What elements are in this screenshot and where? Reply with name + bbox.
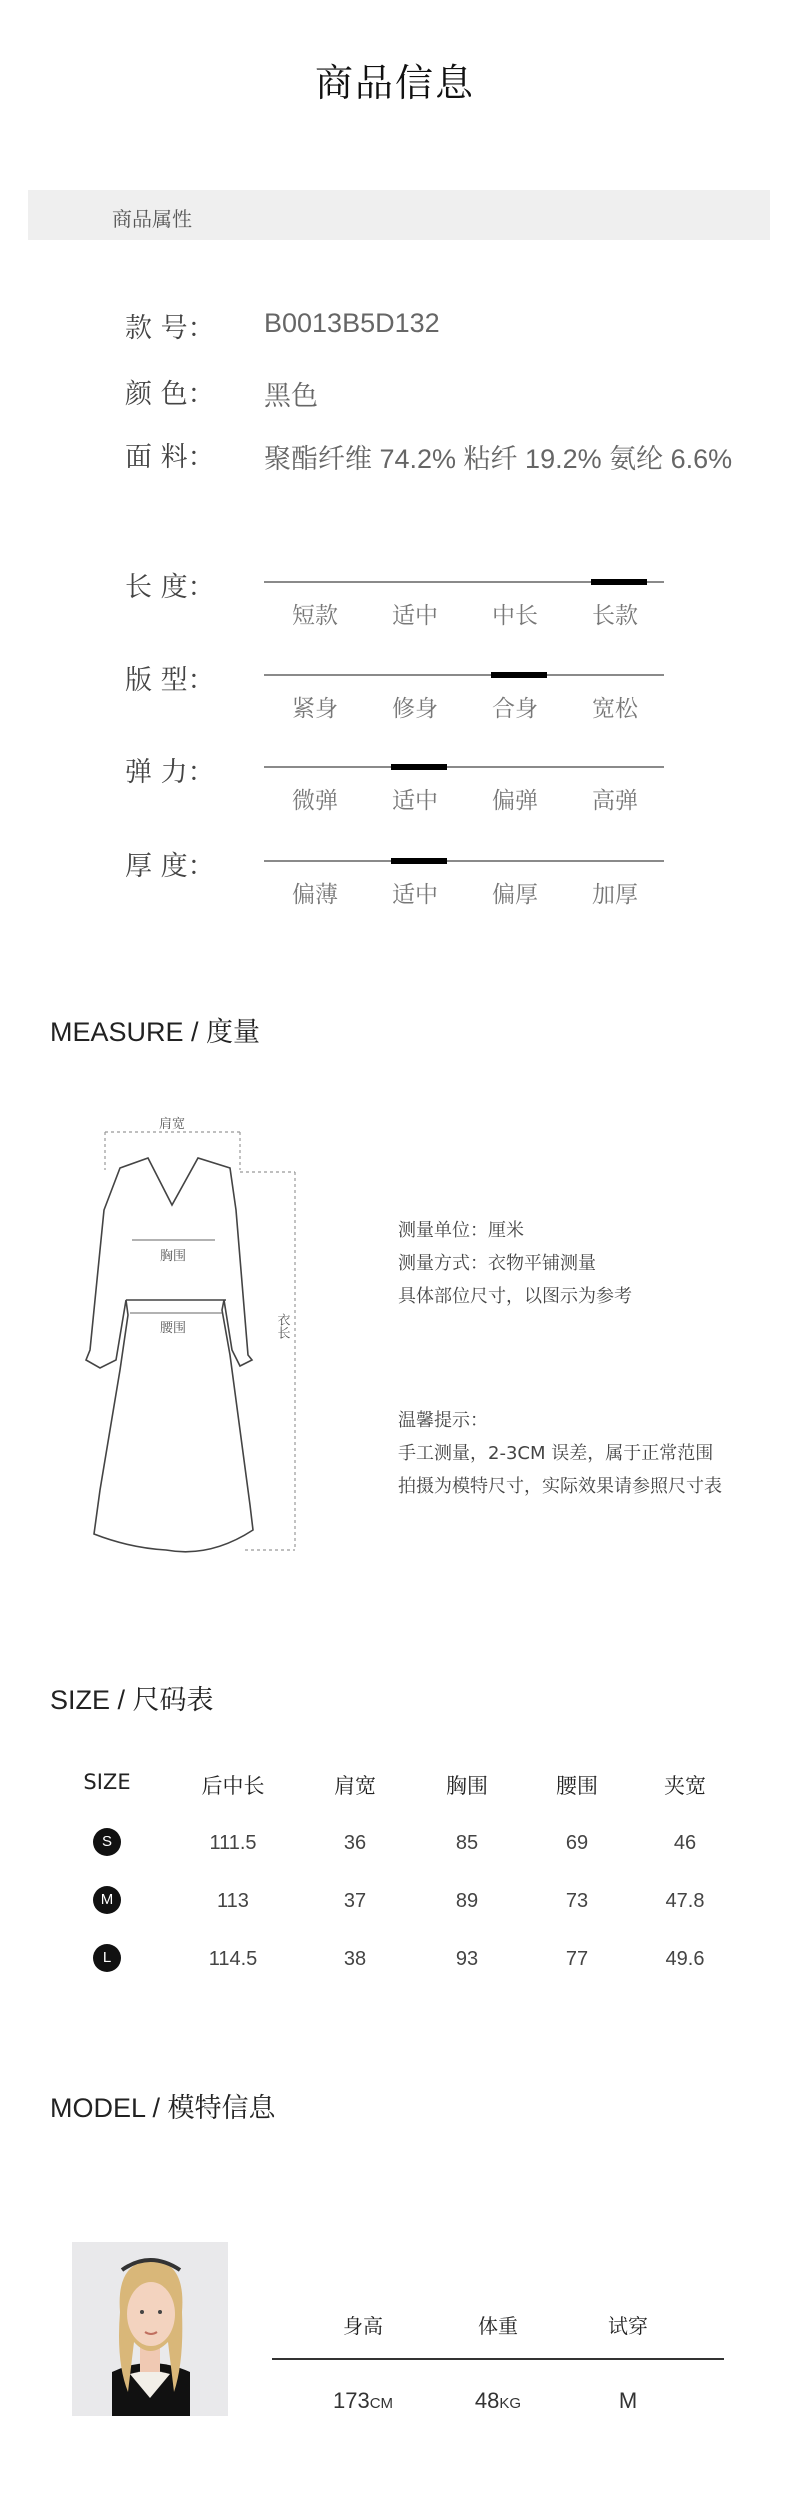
measure-heading: MEASURE / 度量 xyxy=(50,1017,261,1047)
style-number-value: B0013B5D132 xyxy=(264,308,440,338)
rating-label: 厚 度： xyxy=(125,851,215,882)
size-table-cell: 77 xyxy=(565,1948,589,1970)
measure-unit: 测量单位：厘米 xyxy=(398,1220,524,1241)
rating-option: 偏弹 xyxy=(492,788,538,814)
size-table-cell: 38 xyxy=(343,1948,367,1970)
rating-label: 弹 力： xyxy=(125,757,215,788)
rating-scale-line xyxy=(264,674,664,676)
size-table-cell: 49.6 xyxy=(665,1948,705,1970)
model-size-value: M xyxy=(618,2388,638,2413)
measure-reference: 具体部位尺寸，以图示为参考 xyxy=(398,1286,632,1307)
shoulder-label: 肩宽 xyxy=(158,1117,186,1132)
rating-selected-marker xyxy=(491,672,547,678)
rating-option: 偏薄 xyxy=(292,882,338,908)
rating-option: 微弹 xyxy=(292,788,338,814)
size-table-header: 夹宽 xyxy=(664,1774,706,1798)
size-table-cell: 36 xyxy=(343,1832,367,1854)
attributes-header-label: 商品属性 xyxy=(112,207,192,231)
rating-option: 短款 xyxy=(292,603,338,629)
size-table-header: SIZE xyxy=(83,1770,131,1794)
chest-label: 胸围 xyxy=(159,1249,187,1264)
size-table-header: 后中长 xyxy=(201,1774,265,1798)
model-photo xyxy=(72,2242,228,2416)
model-heading: MODEL / 模特信息 xyxy=(50,2093,276,2123)
rating-option: 适中 xyxy=(392,882,438,908)
size-badge: S xyxy=(93,1828,121,1856)
length-label: 衣长 xyxy=(274,1313,290,1339)
rating-selected-marker xyxy=(391,858,447,864)
size-table-header: 肩宽 xyxy=(334,1774,376,1798)
rating-label: 版 型： xyxy=(125,665,215,696)
rating-selected-marker xyxy=(391,764,447,770)
rating-option: 修身 xyxy=(392,696,438,722)
size-table-cell: 111.5 xyxy=(209,1832,257,1854)
rating-option: 中长 xyxy=(492,603,538,629)
size-table-header: 腰围 xyxy=(556,1774,598,1798)
rating-label: 长 度： xyxy=(125,572,215,603)
measure-method: 测量方式：衣物平铺测量 xyxy=(398,1253,596,1274)
rating-scale-line xyxy=(264,860,664,862)
size-table-cell: 93 xyxy=(455,1948,479,1970)
measure-notes xyxy=(398,1214,632,1313)
rating-option: 加厚 xyxy=(592,882,638,908)
attributes-header-bar xyxy=(28,190,770,240)
rating-selected-marker xyxy=(591,579,647,585)
rating-option: 合身 xyxy=(492,696,538,722)
model-size-header: 试穿 xyxy=(608,2314,648,2338)
size-table-cell: 85 xyxy=(455,1832,479,1854)
size-table-cell: 69 xyxy=(565,1832,589,1854)
rating-option: 适中 xyxy=(392,603,438,629)
measure-tips xyxy=(398,1404,722,1503)
model-height-header: 身高 xyxy=(343,2314,383,2338)
size-table-cell: 89 xyxy=(455,1890,479,1912)
color-value: 黑色 xyxy=(264,381,318,411)
size-table-cell: 113 xyxy=(217,1890,249,1912)
size-table-cell: 37 xyxy=(343,1890,367,1912)
size-table-cell: 114.5 xyxy=(208,1948,258,1970)
size-heading: SIZE / 尺码表 xyxy=(50,1685,214,1715)
rating-option: 长款 xyxy=(592,603,638,629)
rating-scale-line xyxy=(264,766,664,768)
tip-title: 温馨提示： xyxy=(398,1410,488,1431)
size-badge: M xyxy=(93,1886,121,1914)
size-table-cell: 46 xyxy=(673,1832,697,1854)
size-badge: L xyxy=(93,1944,121,1972)
tip-model-size: 拍摄为模特尺寸，实际效果请参照尺寸表 xyxy=(398,1476,722,1497)
rating-option: 高弹 xyxy=(592,788,638,814)
model-height-value: 173CM xyxy=(332,2388,394,2413)
rating-option: 适中 xyxy=(392,788,438,814)
fabric-value: 聚酯纤维 74.2% 粘纤 19.2% 氨纶 6.6% xyxy=(264,444,733,474)
size-table-header: 胸围 xyxy=(446,1774,488,1798)
waist-label: 腰围 xyxy=(159,1321,187,1336)
rating-option: 宽松 xyxy=(592,696,638,722)
model-weight-value: 48KG xyxy=(474,2388,522,2413)
tip-error-range: 手工测量，2-3CM 误差，属于正常范围 xyxy=(398,1443,714,1464)
rating-option: 紧身 xyxy=(292,696,338,722)
rating-option: 偏厚 xyxy=(492,882,538,908)
size-table-cell: 73 xyxy=(565,1890,589,1912)
model-table-divider xyxy=(272,2358,724,2360)
fabric-label: 面 料： xyxy=(125,442,215,473)
size-table-cell: 47.8 xyxy=(665,1890,705,1912)
color-label: 颜 色： xyxy=(125,379,215,410)
model-weight-header: 体重 xyxy=(478,2314,518,2338)
style-number-label: 款 号： xyxy=(125,313,215,344)
page-title: 商品信息 xyxy=(314,61,475,105)
dress-measure-diagram xyxy=(70,1110,330,1570)
